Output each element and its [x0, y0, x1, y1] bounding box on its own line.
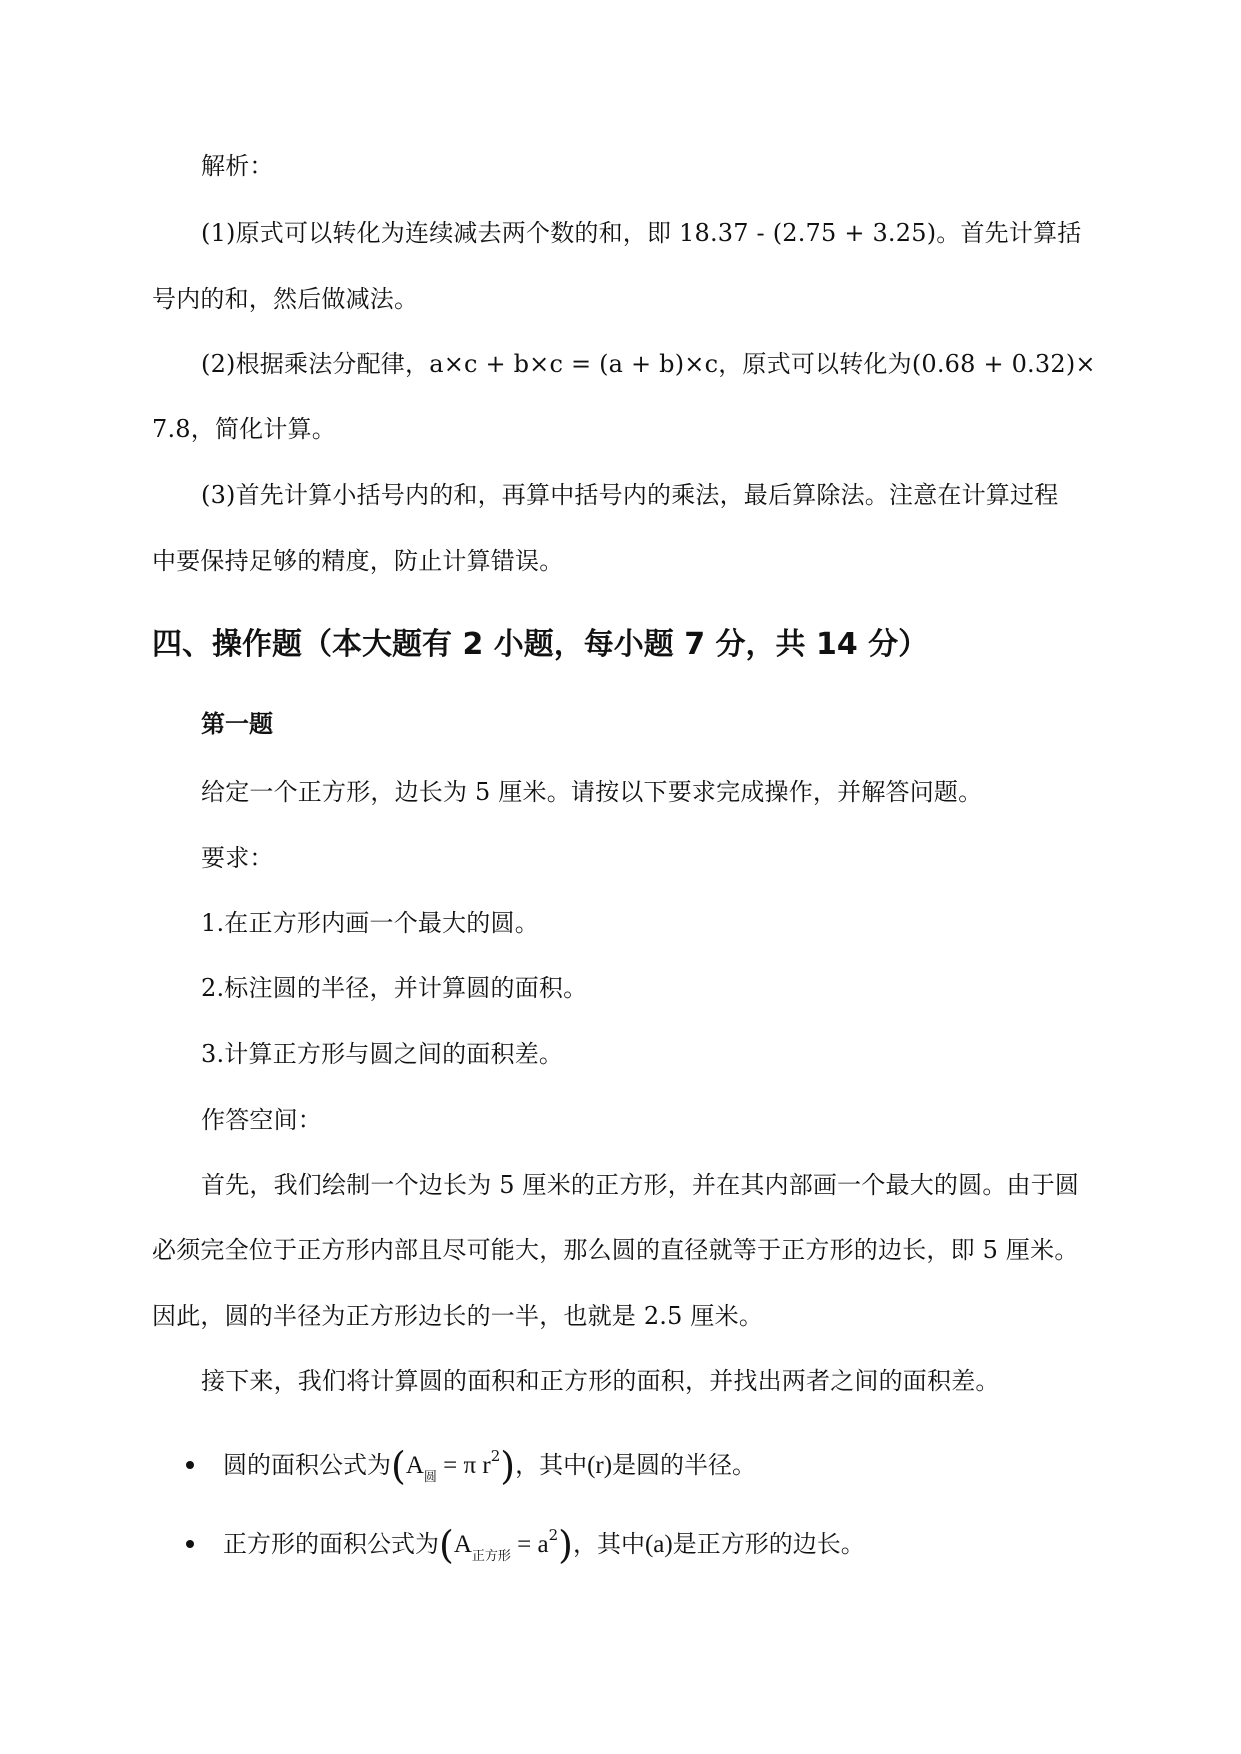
formula-circle-sup: 2 [490, 1447, 501, 1465]
bullet-icon [186, 1461, 194, 1469]
question-prompt: 给定一个正方形，边长为 5 厘米。请按以下要求完成操作，并解答问题。 [201, 778, 983, 806]
bullet-circle-prefix: 圆的面积公式为 [223, 1451, 391, 1479]
formula-right-paren: ) [558, 1523, 573, 1567]
analysis-line-1: (1)原式可以转化为连续减去两个数的和，即 18.37 - (2.75 + 3.25)。首先计算括 [201, 219, 1082, 247]
formula-circle-main: A [405, 1452, 424, 1479]
formula-bullet-circle [186, 1440, 756, 1494]
requirement-1: 1.在正方形内画一个最大的圆。 [201, 909, 539, 937]
formula-square-sub: 正方形 [471, 1549, 511, 1564]
answer-line-1: 首先，我们绘制一个边长为 5 厘米的正方形，并在其内部画一个最大的圆。由于圆 [201, 1171, 1080, 1199]
analysis-line-6: 中要保持足够的精度，防止计算错误。 [152, 547, 564, 575]
analysis-label: 解析： [201, 152, 274, 180]
question-title: 第一题 [201, 710, 273, 738]
answer-line-2: 必须完全位于正方形内部且尽可能大，那么圆的直径就等于正方形的边长，即 5 厘米。 [152, 1236, 1079, 1264]
requirements-label: 要求： [201, 844, 274, 872]
bullet-square-var: (a) [644, 1531, 673, 1558]
requirement-3: 3.计算正方形与圆之间的面积差。 [201, 1040, 564, 1068]
formula-square-sup: 2 [548, 1526, 559, 1544]
requirement-2: 2.标注圆的半径，并计算圆的面积。 [201, 974, 588, 1002]
formula-bullet-square [186, 1519, 865, 1573]
formula-left-paren: ( [391, 1444, 406, 1488]
section-title: 四、操作题（本大题有 2 小题，每小题 7 分，共 14 分） [152, 627, 929, 662]
analysis-line-3: (2)根据乘法分配律，a×c + b×c = (a + b)×c，原式可以转化为(0.68 + 0.32)× [201, 350, 1096, 378]
bullet-square-prefix: 正方形的面积公式为 [223, 1530, 439, 1558]
formula-right-paren: ) [500, 1444, 516, 1488]
bullet-icon [186, 1540, 194, 1548]
formula-square-main: A [453, 1531, 472, 1558]
analysis-line-2: 号内的和，然后做减法。 [152, 285, 419, 313]
bullet-circle-suffix-b: 是圆的半径。 [612, 1451, 757, 1479]
analysis-line-4: 7.8，简化计算。 [152, 415, 336, 443]
formula-square-mid: = a [510, 1531, 549, 1558]
bullet-circle-var: (r) [587, 1452, 613, 1479]
formula-left-paren: ( [439, 1523, 454, 1567]
formula-circle-mid: = π r [436, 1452, 491, 1479]
bullet-circle-suffix-a: ，其中 [515, 1451, 588, 1479]
formula-circle-sub: 圆 [423, 1470, 437, 1485]
answer-label: 作答空间： [201, 1106, 322, 1134]
answer-line-3: 因此，圆的半径为正方形边长的一半，也就是 2.5 厘米。 [152, 1302, 764, 1330]
analysis-line-5: (3)首先计算小括号内的和，再算中括号内的乘法，最后算除法。注意在计算过程 [201, 481, 1059, 509]
bullet-square-suffix-a: ，其中 [572, 1530, 645, 1558]
answer-line-4: 接下来，我们将计算圆的面积和正方形的面积，并找出两者之间的面积差。 [201, 1367, 1000, 1395]
bullet-square-suffix-b: 是正方形的边长。 [672, 1530, 865, 1558]
